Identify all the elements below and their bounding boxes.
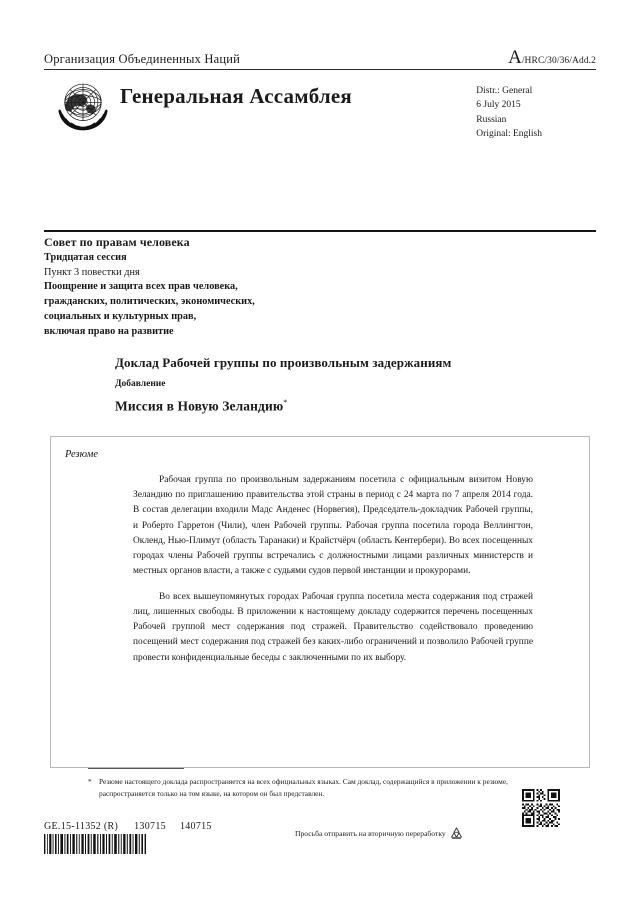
date-code-2: 140715 [179, 821, 212, 832]
barcode [44, 834, 148, 854]
mission-title-text: Миссия в Новую Зеландию [115, 398, 284, 414]
summary-label: Резюме [65, 449, 99, 460]
recycle-text: Просьба отправить на вторичную переработку [295, 829, 446, 838]
un-emblem [52, 78, 114, 134]
distribution-type: Distr.: General [476, 86, 533, 96]
agenda-title-line: Поощрение и защита всех прав человека, [44, 281, 238, 293]
report-title: Доклад Рабочей группы по произвольным задержаниям [115, 355, 452, 370]
footnote-text: Резюме настоящего доклада распространяется на всех официальных языках. Сам доклад, содержащийся в приложении к резюме, распространяется только на том языке, на котором он был представлен. [99, 777, 508, 798]
footnote [88, 776, 508, 799]
distribution-original: Original: English [476, 129, 542, 140]
masthead-rule [44, 69, 596, 70]
organ-section-rule [44, 230, 596, 232]
footnote-marker: * [88, 777, 92, 786]
qr-code [522, 789, 560, 827]
distribution-language: Russian [476, 114, 507, 125]
masthead-body [44, 78, 596, 142]
recycle-icon [449, 826, 464, 841]
summary-text [133, 473, 533, 676]
recycle-notice [295, 826, 464, 841]
summary-paragraph: Во всех вышеупомянутых городах Рабочая группа посетила места содержания под стражей лиц, лишенных свободы. В приложении к настоящему докладу содержится перечень посещенных Рабочей группой мест содержания под стражей. Правительство содействовало проведению посещений мест содержания под стражей без каких-либо ограничений и позволило Рабочей группе провести конфиденциальные беседы с заключенными по их выбору. [133, 591, 533, 663]
date-code-1: 130715 [134, 821, 166, 832]
mission-title [115, 398, 287, 415]
general-assembly-title: Генеральная Ассамблея [120, 84, 352, 108]
job-number-line [44, 821, 212, 832]
organ-name: Совет по правам человека [44, 235, 190, 249]
agenda-title-line: гражданских, политических, экономических, [44, 296, 255, 308]
distribution-block [476, 84, 542, 142]
agenda-title-line: социальных и культурных прав, [44, 310, 197, 322]
agenda-item-number: Пункт 3 повестки дня [44, 266, 140, 278]
document-symbol-rest: /HRC/30/36/Add.2 [521, 56, 596, 66]
summary-box [50, 436, 590, 768]
document-symbol [508, 48, 596, 67]
masthead [44, 48, 596, 142]
distribution-date: 6 July 2015 [476, 100, 521, 111]
agenda-item-title [44, 280, 464, 339]
session-label: Тридцатая сессия [44, 252, 127, 264]
footnote-separator [88, 768, 184, 769]
document-symbol-prefix: A [508, 47, 522, 68]
agenda-title-line: включая право на развитие [44, 325, 174, 337]
organ-block [44, 234, 464, 340]
addendum-label: Добавление [115, 379, 166, 389]
summary-paragraph: Рабочая группа по произвольным задержаниям посетила с официальным визитом Новую Зеландию по приглашению правительства этой страны в период с 24 марта по 7 апреля 2014 года. В состав делегации входили Мадс Анденес (Норвегия), Председатель-докладчик Рабочей группы, и Роберто Гарретон (Чили), член Рабочей группы. Рабочая группа посетила города Веллингтон, Окленд, Нью-Плимут (область Таранаки) и Крайстчёрч (область Кентербери). Во всех посещенных городах члены Рабочей группы встречались с должностными лицами различных министерств и местных органов власти, а также с судьями судов первой инстанции и прокурорами. [133, 475, 533, 577]
mission-footnote-marker: * [283, 398, 288, 407]
job-number: GE.15-11352 (R) [44, 821, 119, 832]
masthead-top-row [44, 48, 596, 69]
organization-name: Организация Объединенных Наций [44, 52, 241, 66]
